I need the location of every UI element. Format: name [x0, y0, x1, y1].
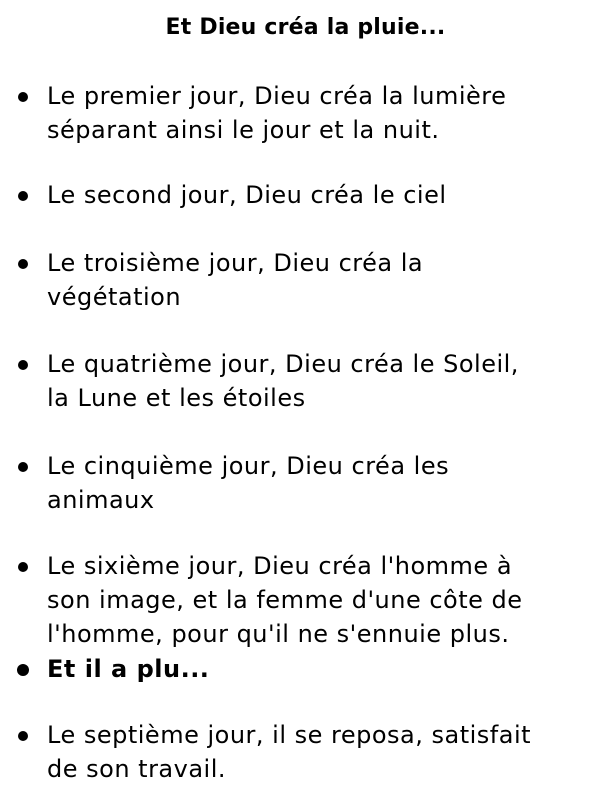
bullet-icon [18, 360, 28, 370]
bullet-icon [18, 259, 28, 269]
list-item-text: Le septième jour, il se reposa, satisfait de son travail. [47, 721, 532, 783]
bullet-icon [18, 731, 28, 741]
list-item-text: Le second jour, Dieu créa le ciel [47, 181, 447, 209]
bullet-icon [18, 92, 28, 102]
bullet-icon [18, 191, 28, 201]
list-item-text: Le quatrième jour, Dieu créa le Soleil, la Lune et les étoiles [47, 350, 519, 412]
list-item-text: Le premier jour, Dieu créa la lumière séparant ainsi le jour et la nuit. [47, 82, 507, 144]
bullet-icon [18, 562, 28, 572]
bullet-icon [18, 462, 28, 472]
list-item-text: Et il a plu... [47, 655, 210, 683]
list-item-text: Le cinquième jour, Dieu créa les animaux [47, 452, 450, 514]
list-item-text: Le sixième jour, Dieu créa l'homme à son image, et la femme d'une côte de l'homme, pour qu'il ne s'ennuie plus. [47, 552, 523, 648]
list-item-text: Le troisième jour, Dieu créa la végétation [47, 249, 424, 311]
page-title: Et Dieu créa la pluie... [165, 15, 446, 40]
bullet-icon [17, 664, 29, 676]
